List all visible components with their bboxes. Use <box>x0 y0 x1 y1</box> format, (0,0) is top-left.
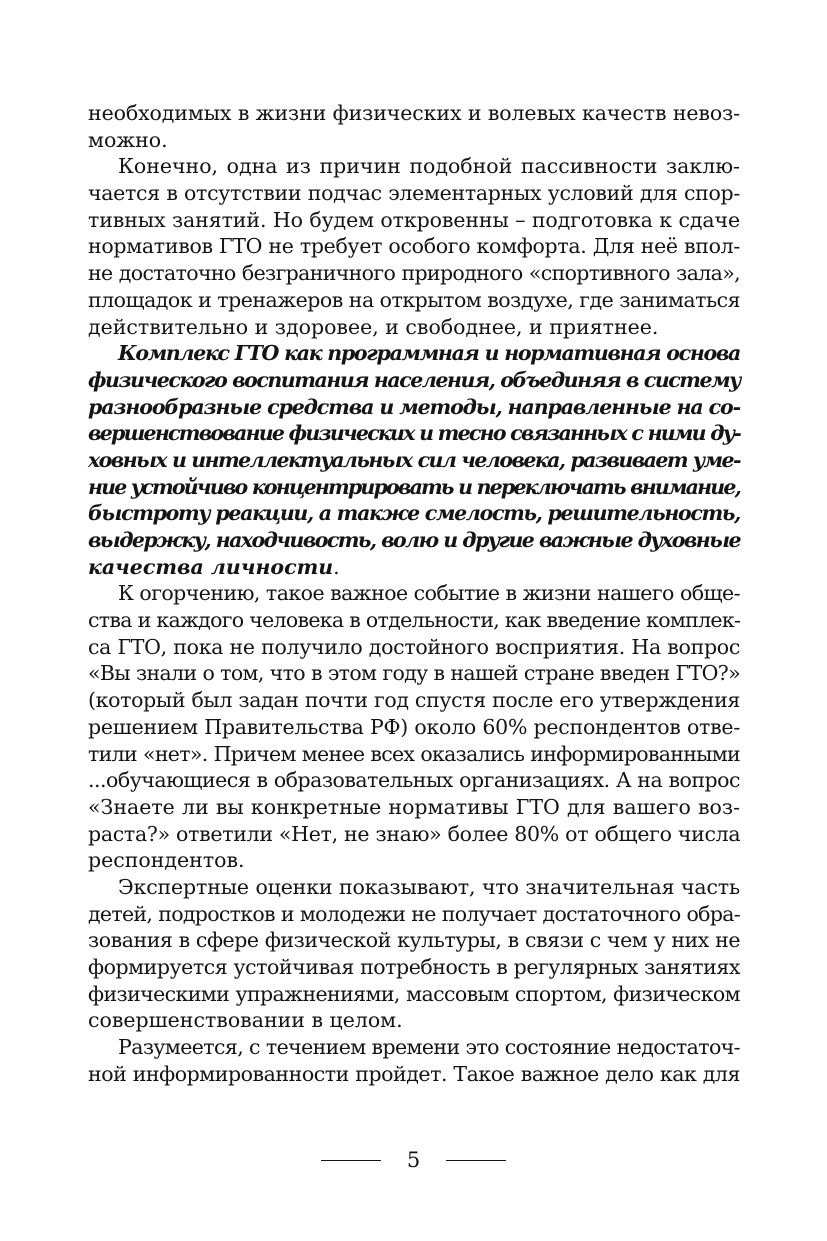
text-line: выдержку, находчивость, волю и другие важные духовные <box>88 528 740 552</box>
text-line: решением Правительства РФ) около 60% респондентов отве- <box>88 714 740 739</box>
text-line: нормативов ГТО не требует особого комфорта. Для неё впол- <box>88 234 740 259</box>
text-line: физическими упражнениями, массовым спортом, физическом <box>88 981 740 1006</box>
text-line: действительно и здоровее, и свободнее, и приятнее. <box>88 314 659 339</box>
text-line: ства и каждого человека в отдельности, как введение комплек- <box>88 608 741 633</box>
text-line: ной информированности пройдет. Такое важное дело как для <box>88 1061 740 1086</box>
paragraph <box>88 874 740 1034</box>
text-line: совершенствовании в целом. <box>88 1008 403 1033</box>
emphasized-text: качества личности <box>88 554 334 579</box>
text-line: площадок и тренажеров на открытом воздухе, где заниматься <box>88 287 741 312</box>
text-line: вершенствование физических и тесно связанных с ними ду- <box>88 421 740 446</box>
text-line: можно. <box>88 127 168 152</box>
paragraph <box>88 580 740 874</box>
footer-rule-right <box>446 1160 506 1161</box>
text-line: быстроту реакции, а также смелость, решительность, <box>88 501 740 526</box>
text-line: К огорчению, такое важное событие в жизни нашего обще- <box>118 581 740 606</box>
text-line: ние устойчиво концентрировать и переключать внимание, <box>88 474 740 499</box>
text-line: детей, подростков и молодежи не получает достаточного обра- <box>88 901 740 926</box>
text-line: раста?» ответили «Нет, не знаю» более 80% от общего числа <box>88 821 741 846</box>
text-line: Конечно, одна из причин подобной пассивности заклю- <box>118 154 740 179</box>
text-line: ховных и интеллектуальных сил человека, развивает уме- <box>88 447 740 472</box>
page-footer <box>0 1148 827 1172</box>
text-line: (который был задан почти год спустя после его утверждения <box>88 688 740 713</box>
text-line: Комплекс ГТО как программная и нормативная основа <box>118 341 740 366</box>
page-number: 5 <box>406 1148 421 1172</box>
text-line: тили «нет». Причем менее всех оказались информированными <box>88 741 740 766</box>
text-line: Разумеется, с течением времени это состояние недостаточ- <box>118 1035 740 1060</box>
text-line: не достаточно безграничного природного «спортивного зала», <box>88 261 740 286</box>
text-line: формируется устойчивая потребность в регулярных занятиях <box>88 955 740 979</box>
text-line <box>88 554 740 581</box>
text-line: «Знаете ли вы конкретные нормативы ГТО для вашего воз- <box>88 794 740 819</box>
text-line: разнообразные средства и методы, направленные на со- <box>88 394 740 419</box>
text-line: ...обучающиеся в образовательных организациях. А на вопрос <box>88 768 740 793</box>
text-line: тивных занятий. Но будем откровенны – подготовка к сдаче <box>88 207 740 232</box>
text-line: Экспертные оценки показывают, что значительная часть <box>118 874 740 899</box>
paragraph <box>88 1034 740 1087</box>
text-line: зования в сфере физической культуры, в связи с чем у них не <box>88 928 740 953</box>
footer-rule-left <box>321 1160 381 1161</box>
text-line: «Вы знали о том, что в этом году в нашей стране введен ГТО?» <box>88 661 740 686</box>
page-body <box>88 100 740 1087</box>
trailing-period: . <box>333 554 340 579</box>
emphasized-paragraph <box>88 340 740 580</box>
paragraph <box>88 153 740 340</box>
text-line: респондентов. <box>88 848 245 873</box>
text-line: необходимых в жизни физических и волевых качеств невоз- <box>88 101 740 125</box>
text-line: физического воспитания населения, объединяя в систему <box>88 367 740 392</box>
text-line: чается в отсутствии подчас элементарных условий для спор- <box>88 181 740 206</box>
text-line: са ГТО, пока не получило достойного восприятия. На вопрос <box>88 634 740 659</box>
paragraph <box>88 100 740 153</box>
